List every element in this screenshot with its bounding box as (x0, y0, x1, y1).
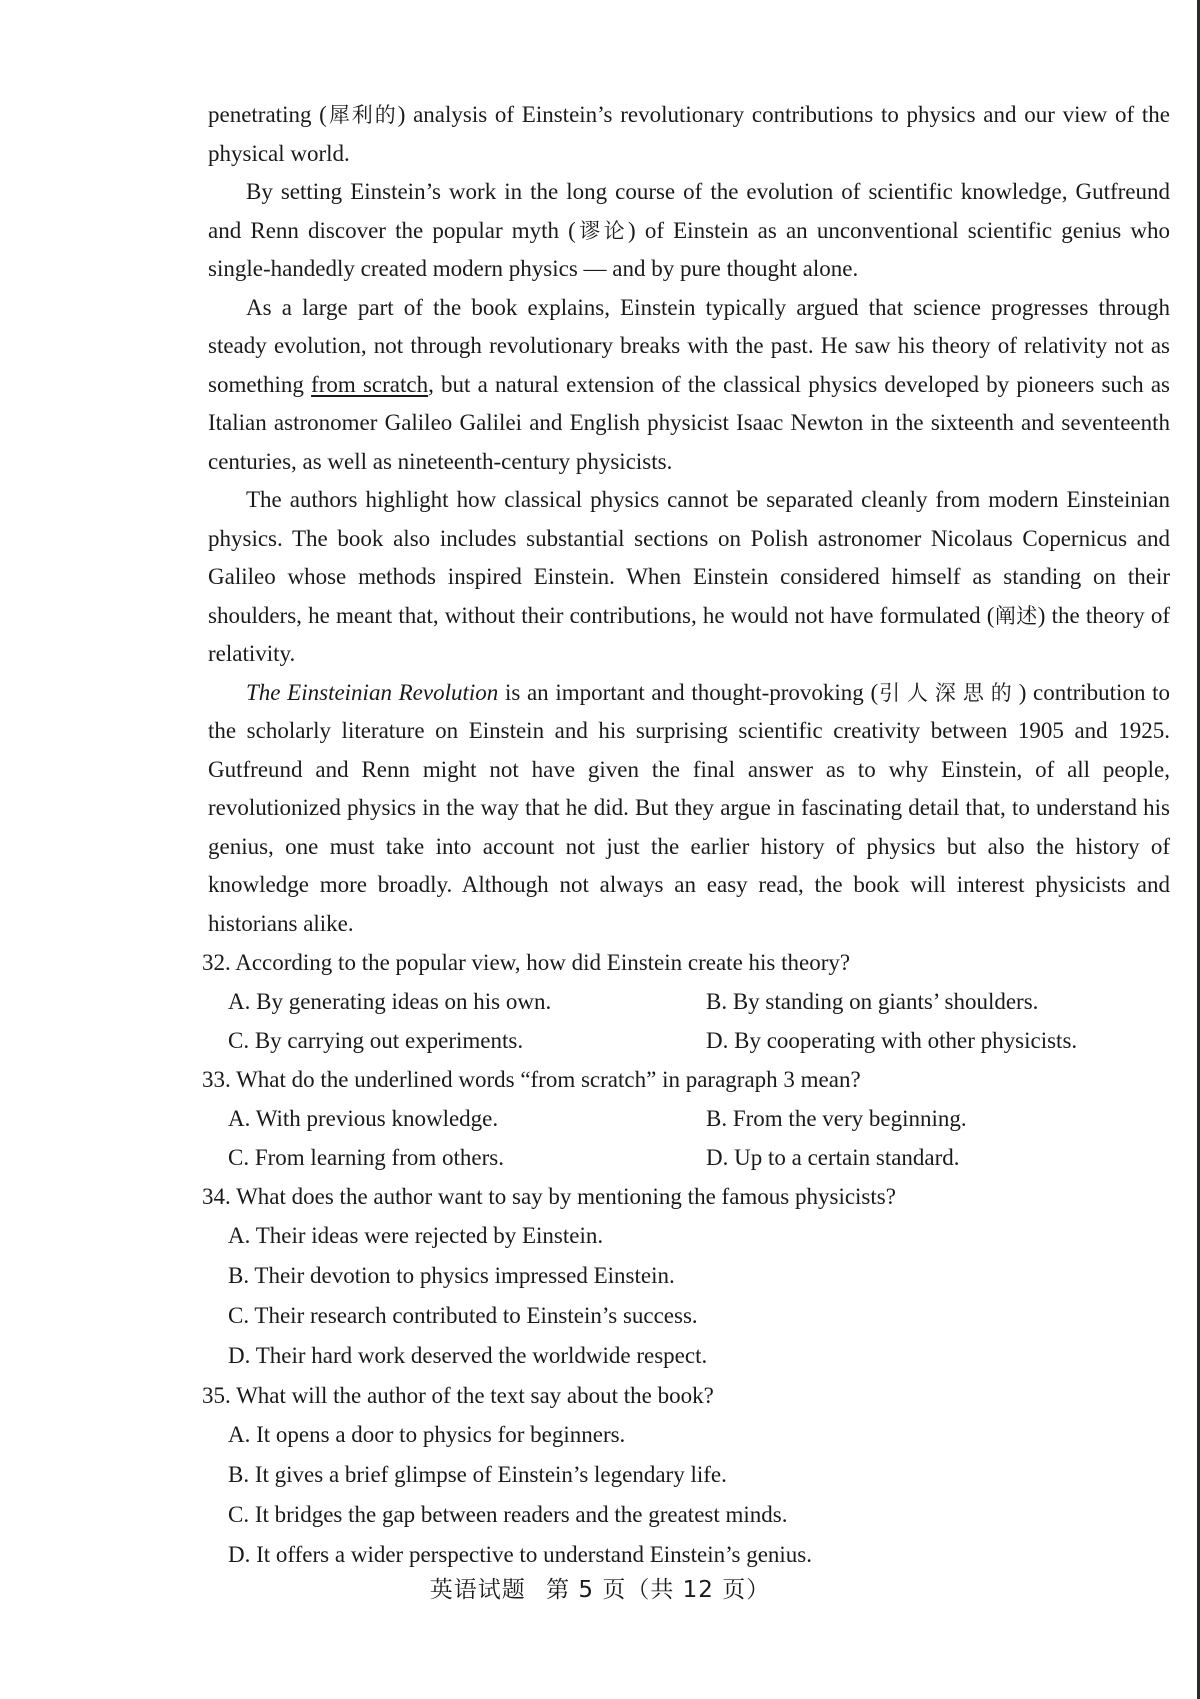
question-35-stem: 35. What will the author of the text say about the book? (202, 1383, 714, 1408)
option-35-b: B. It gives a brief glimpse of Einstein’s legendary life. (228, 1462, 727, 1487)
option-33-c: C. From learning from others. (228, 1145, 504, 1170)
question-32-options-row-1 (208, 982, 1170, 1021)
footer-subject: 英语试题 (429, 1577, 526, 1603)
paragraph-text: ) analysis of Einstein’s revolutionary contributions to physics and our view of the physical world. (208, 102, 1170, 166)
question-32-stem: 32. According to the popular view, how did Einstein create his theory? (202, 950, 851, 975)
question-32-options-row-2 (208, 1021, 1170, 1060)
option-35-a: A. It opens a door to physics for beginners. (228, 1422, 626, 1447)
question-34-stem: 34. What does the author want to say by mentioning the famous physicists? (202, 1184, 896, 1209)
paragraph-text: By setting Einstein’s work in the long course of the evolution of scientific knowledge, Gutfreund and Renn discover the popular myth ( (208, 179, 1170, 243)
exam-page (202, 96, 1171, 1575)
book-title: The Einsteinian Revolution (246, 679, 499, 705)
option-33-b: B. From the very beginning. (706, 1106, 967, 1131)
paragraph-text: penetrating ( (208, 102, 327, 127)
chinese-gloss: 阐述 (994, 603, 1038, 628)
paragraph-2 (208, 173, 1170, 289)
option-34-d: D. Their hard work deserved the worldwide respect. (228, 1343, 708, 1368)
page-footer (0, 1571, 1200, 1604)
footer-page-number: 第 5 页（共 12 页） (546, 1577, 771, 1603)
paragraph-text: As a large part of the book explains, Einstein typically argued that science progresses through steady evolution, not through revolutionary breaks with the past. He saw his theory of relativity not as something (208, 294, 1170, 397)
option-34-b: B. Their devotion to physics impressed Einstein. (228, 1263, 675, 1288)
underlined-phrase: from scratch (311, 371, 429, 397)
question-33-stem: 33. What do the underlined words “from scratch” in paragraph 3 mean? (202, 1067, 861, 1092)
paragraph-text: ) contribution to the scholarly literature on Einstein and his surprising scientific creativity between 1905 and 1925. Gutfreund and Renn might not have given the final answer as to why Einstein, of all people, revolutionized physics in the way that he did. But they argue in fascinating detail that, to understand his genius, one must take into account not just the earlier history of physics but also the history of knowledge more broadly. Although not always an easy read, the book will interest physicists and historians alike. (208, 679, 1171, 936)
paragraph-text: is an important and thought-provoking ( (498, 679, 879, 705)
paragraph-5 (208, 674, 1170, 944)
option-32-c: C. By carrying out experiments. (228, 1028, 524, 1053)
option-33-d: D. Up to a certain standard. (706, 1145, 960, 1170)
paragraph-text: The authors highlight how classical physics cannot be separated cleanly from modern Einsteinian physics. The book also includes substantial sections on Polish astronomer Nicolaus Copernicus and Galileo whose methods inspired Einstein. When Einstein considered himself as standing on their shoulders, he meant that, without their contributions, he would not have formulated ( (208, 487, 1170, 628)
option-35-d: D. It offers a wider perspective to understand Einstein’s genius. (228, 1542, 813, 1567)
paragraph-1 (208, 96, 1170, 173)
option-35-c: C. It bridges the gap between readers and the greatest minds. (228, 1502, 788, 1527)
chinese-gloss: 引人深思的 (878, 680, 1019, 705)
question-33-options-row-1 (208, 1099, 1170, 1138)
paragraph-text: , but a natural extension of the classical physics developed by pioneers such as Italian astronomer Galileo Galilei and English physicist Isaac Newton in the sixteenth and seventeenth centuries, as well as nineteenth-century physicists. (208, 371, 1170, 474)
option-33-a: A. With previous knowledge. (228, 1106, 499, 1131)
paragraph-text: ) of Einstein as an unconventional scientific genius who single-handedly created modern physics — and by pure thought alone. (208, 217, 1170, 281)
option-32-b: B. By standing on giants’ shoulders. (706, 989, 1039, 1014)
option-32-d: D. By cooperating with other physicists. (706, 1028, 1078, 1053)
chinese-gloss: 犀利的 (326, 103, 398, 127)
option-32-a: A. By generating ideas on his own. (228, 989, 552, 1014)
question-33-options-row-2 (208, 1138, 1170, 1177)
option-34-c: C. Their research contributed to Einstein’s success. (228, 1303, 698, 1328)
option-34-a: A. Their ideas were rejected by Einstein. (228, 1223, 604, 1248)
chinese-gloss: 谬论 (575, 218, 629, 243)
paragraph-4 (208, 481, 1170, 674)
paragraph-3 (208, 289, 1170, 482)
paragraph-text: ) the theory of relativity. (208, 602, 1170, 666)
